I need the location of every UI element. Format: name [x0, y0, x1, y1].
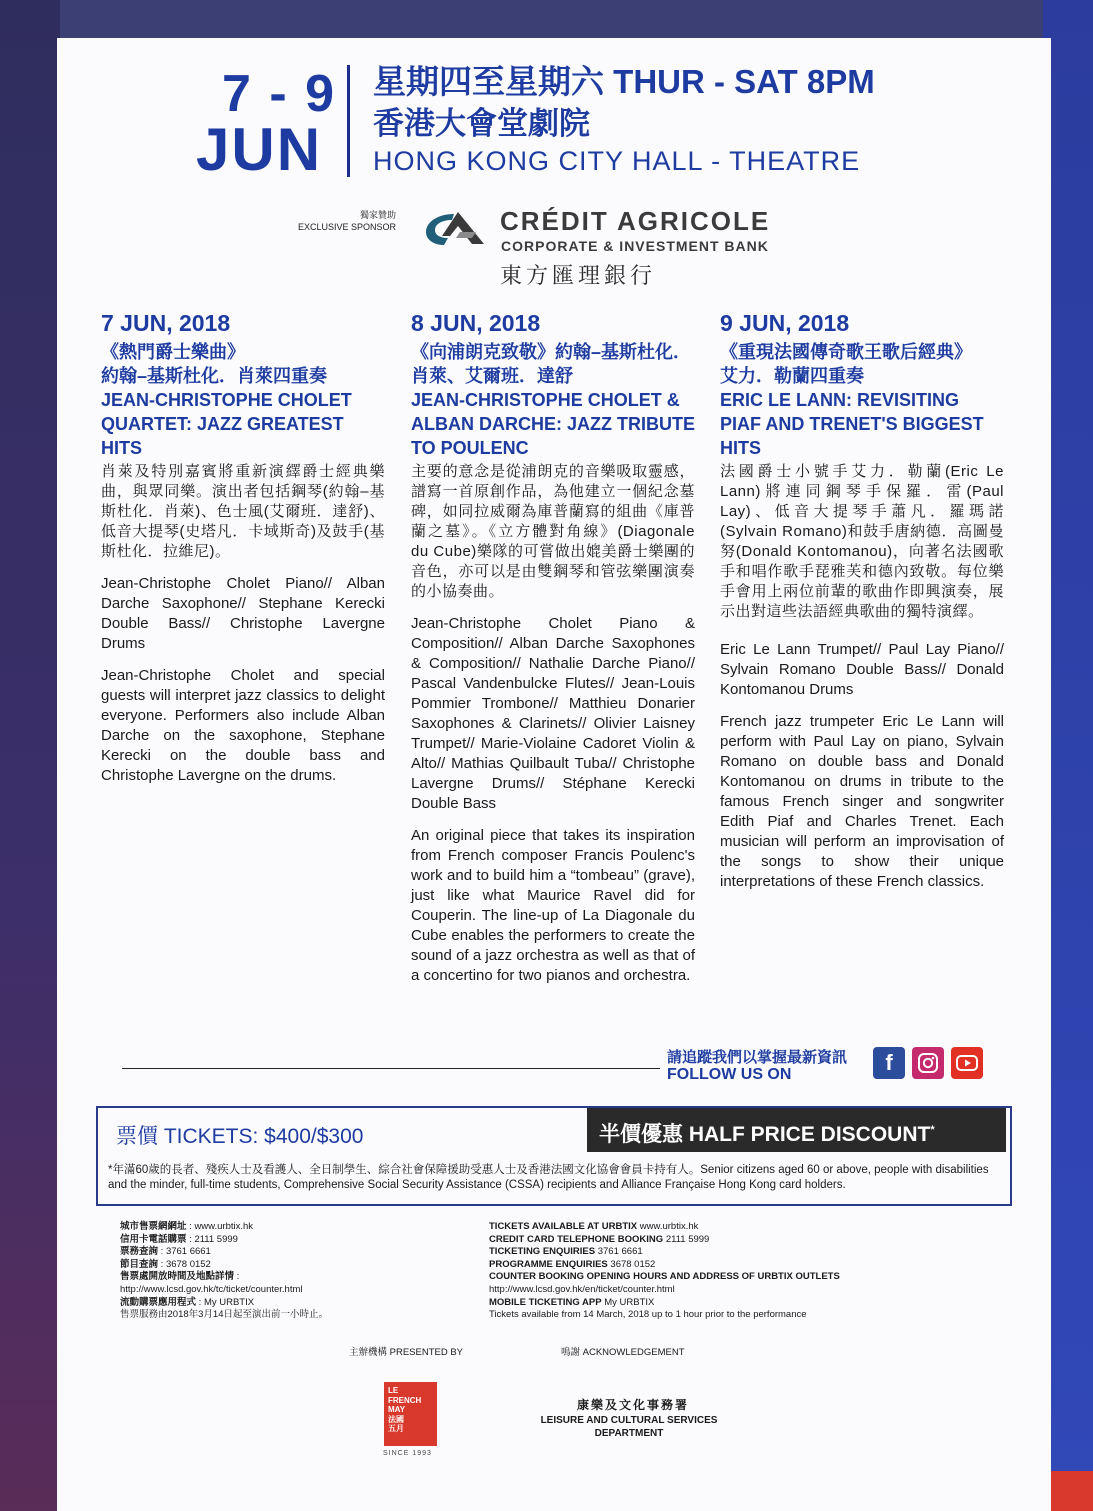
venue-en: HONG KONG CITY HALL - THEATRE — [373, 146, 861, 176]
follow-us-en: FOLLOW US ON — [667, 1066, 792, 1083]
concert-description-zh: 肖萊及特別嘉賓將重新演繹爵士經典樂曲，與眾同樂。演出者包括鋼琴(約翰–基斯杜化．肖萊)、色士風(艾爾班．達舒)、低音大提琴(史塔凡．卡域斯奇)及鼓手(基斯杜化．拉維尼)。 — [101, 463, 385, 560]
since-label: SINCE 1993 — [383, 1450, 432, 1457]
concert-description-en: An original piece that takes its inspiration from French composer Francis Poulenc's work and to build him a “tombeau” (grave), just like what Maurice Ravel did for Couperin. The line-up of La Diagonale du Cube enables the performers to create the sound of a jazz orchestra as well as that of a concertino for two pianos and orchestra. — [411, 827, 695, 984]
concert-lineup: Jean-Christophe Cholet Piano// Alban Darche Saxophone// Stephane Kerecki Double Bass// Christophe Lavergne Drums — [101, 575, 385, 652]
concert-title-zh-2: 肖萊、艾爾班．達舒 — [411, 366, 573, 386]
lcsd-name-zh: 康樂及文化事務署 — [577, 1398, 690, 1412]
sponsor-name: CRÉDIT AGRICOLE — [500, 206, 771, 236]
credit-agricole-logo — [420, 208, 490, 248]
presented-by-label: 主辦機構 PRESENTED BY — [349, 1347, 464, 1358]
concert-title-zh: 《重現法國傳奇歌王歌后經典》 — [720, 342, 972, 362]
counter-link-zh[interactable]: http://www.lcsd.gov.hk/tc/ticket/counter.html — [120, 1283, 303, 1295]
lcsd-name-en: LEISURE AND CULTURAL SERVICES DEPARTMENT — [540, 1415, 718, 1439]
weekday-time: 星期四至星期六 THUR - SAT 8PM — [373, 63, 875, 100]
concert-lineup: Eric Le Lann Trumpet// Paul Lay Piano// Sylvain Romano Double Bass// Donald Kontomanou Drums — [720, 641, 1004, 698]
instagram-icon[interactable] — [912, 1047, 944, 1079]
sponsor-name-zh: 東方匯理銀行 — [500, 263, 657, 288]
concert-title-en: JEAN-CHRISTOPHE CHOLET QUARTET: JAZZ GREATEST HITS — [101, 390, 352, 458]
concert-title-zh: 《熱門爵士樂曲》 — [101, 342, 245, 362]
half-price-label: 半價優惠 HALF PRICE DISCOUNT — [599, 1123, 931, 1146]
concert-title-zh: 《向浦朗克致敬》約翰–基斯杜化． — [411, 342, 692, 362]
half-price-banner — [587, 1108, 1006, 1152]
ticket-eligibility-note: *年滿60歲的長者、殘疾人士及看護人、全日制學生、綜合社會保障援助受惠人士及香港法國文化協會會員卡持有人。Senior citizens aged 60 or above, people with disabilities and the minder, full-time students, Comprehensive Social Security Assistance (CSSA) recipients and Alliance Française Hong Kong card holders. — [108, 1164, 989, 1191]
concert-date: 8 JUN, 2018 — [411, 310, 541, 336]
ticket-price: 票價 TICKETS: $400/$300 — [116, 1125, 364, 1148]
concert-title-en: ERIC LE LANN: REVISITING PIAF AND TRENET'S BIGGEST HITS — [720, 390, 984, 458]
concert-description-en: French jazz trumpeter Eric Le Lann will perform with Paul Lay on piano, Sylvain Romano on double bass and Donald Kontomanou on drums in tribute to the famous French singer and songwriter Edith Piaf and Charles Trenet. Each musician will perform an improvisation of the songs to show their unique interpretations of these French classics. — [720, 713, 1004, 890]
concert-column-1 — [101, 310, 385, 786]
concert-description-zh: 法國爵士小號手艾力．勒蘭(Eric Le Lann)將連同鋼琴手保羅．雷(Paul Lay)、低音大提琴手蕭凡．羅瑪諾(Sylvain Romano)和鼓手唐納德．高圖曼努(Donald Kontomanou)，向著名法國歌手和唱作歌手琵雅芙和德內致敬。每位樂手會用上兩位前輩的歌曲作即興演奏，展示出對這些法語經典歌曲的獨特演繹。 — [720, 463, 1004, 620]
follow-us-zh: 請追蹤我們以掌握最新資訊 — [667, 1049, 848, 1066]
concert-title-zh-2: 艾力．勒蘭四重奏 — [720, 366, 864, 386]
concert-lineup: Jean-Christophe Cholet Piano & Composition// Alban Darche Saxophones & Composition// Nathalie Darche Piano// Pascal Vandenbulcke Flutes// Jean-Louis Pommier Trombone// Matthieu Donarier Saxophones & Clarinets// Olivier Laisney Trumpet// Marie-Violaine Cadoret Violin & Alto// Mathias Quilbault Tuba// Christophe Lavergne Drums// Stéphane Kerecki Double Bass — [411, 615, 695, 812]
sponsor-label-zh: 獨家贊助 — [359, 210, 396, 220]
facebook-icon[interactable]: f — [873, 1047, 905, 1079]
sponsor-label-en: EXCLUSIVE SPONSOR — [297, 222, 396, 232]
header-divider — [347, 65, 350, 177]
concert-column-3 — [720, 310, 1004, 892]
concert-date: 9 JUN, 2018 — [720, 310, 850, 336]
half-price-mark: * — [930, 1124, 935, 1136]
youtube-icon[interactable] — [951, 1047, 983, 1079]
sponsor-subtitle: CORPORATE & INVESTMENT BANK — [501, 238, 769, 254]
concert-date: 7 JUN, 2018 — [101, 310, 231, 336]
le-french-may-logo: LE FRENCH MAY 法國 五月 — [384, 1382, 437, 1446]
sponsor-label — [270, 209, 396, 233]
concert-column-2 — [411, 310, 695, 986]
ticketing-info-zh: 城市售票網網址 : www.urbtix.hk 信用卡電話購票 : 2111 5999 票務查詢 : 3761 6661 節目查詢 : 3678 0152 售票處開放時間及地點詳情 : http://www.lcsd.gov.hk/tc/ticket/counter.html 流動購票應用程式 : My URBTIX 售票服務由2018年3月14日起至演出前一小時止。 — [120, 1221, 328, 1321]
concert-title-en: JEAN-CHRISTOPHE CHOLET & ALBAN DARCHE: JAZZ TRIBUTE TO POULENC — [411, 390, 695, 458]
ticketing-info-en: TICKETS AVAILABLE AT URBTIX www.urbtix.hk CREDIT CARD TELEPHONE BOOKING 2111 5999 TICKETING ENQUIRIES 3761 6661 PROGRAMME ENQUIRIES 3678 0152 COUNTER BOOKING OPENING HOURS AND ADDRESS OF URBTIX OUTLETS http://www.lcsd.gov.hk/en/ticket/counter.html MOBILE TICKETING APP My URBTIX Tickets available from 14 March, 2018 up to 1 hour prior to the performance — [489, 1221, 840, 1321]
date-range: 7 - 9 — [222, 65, 337, 123]
concert-description-zh: 主要的意念是從浦朗克的音樂吸取靈感，譜寫一首原創作品，為他建立一個紀念墓碑，如同拉威爾為庫普蘭寫的組曲《庫普蘭之墓》。《立方體對角線》(Diagonale du Cube)樂隊的可嘗做出媲美爵士樂團的音色，亦可以是由雙鋼琴和管弦樂團演奏的小協奏曲。 — [411, 463, 695, 600]
venue-zh: 香港大會堂劇院 — [373, 106, 590, 141]
divider-line — [122, 1068, 660, 1069]
concert-description-en: Jean-Christophe Cholet and special guests will interpret jazz classics to delight everyone. Performers also include Alban Darche on the saxophone, Stephane Kerecki on the double bass and Christophe Lavergne on the drums. — [101, 667, 385, 784]
acknowledgement-label: 鳴謝 ACKNOWLEDGEMENT — [561, 1347, 685, 1358]
date-month: JUN — [196, 116, 323, 183]
concert-title-zh-2: 約翰–基斯杜化．肖萊四重奏 — [101, 366, 328, 386]
counter-link-en[interactable]: http://www.lcsd.gov.hk/en/ticket/counter.html — [489, 1283, 675, 1295]
background-left — [0, 0, 60, 1511]
